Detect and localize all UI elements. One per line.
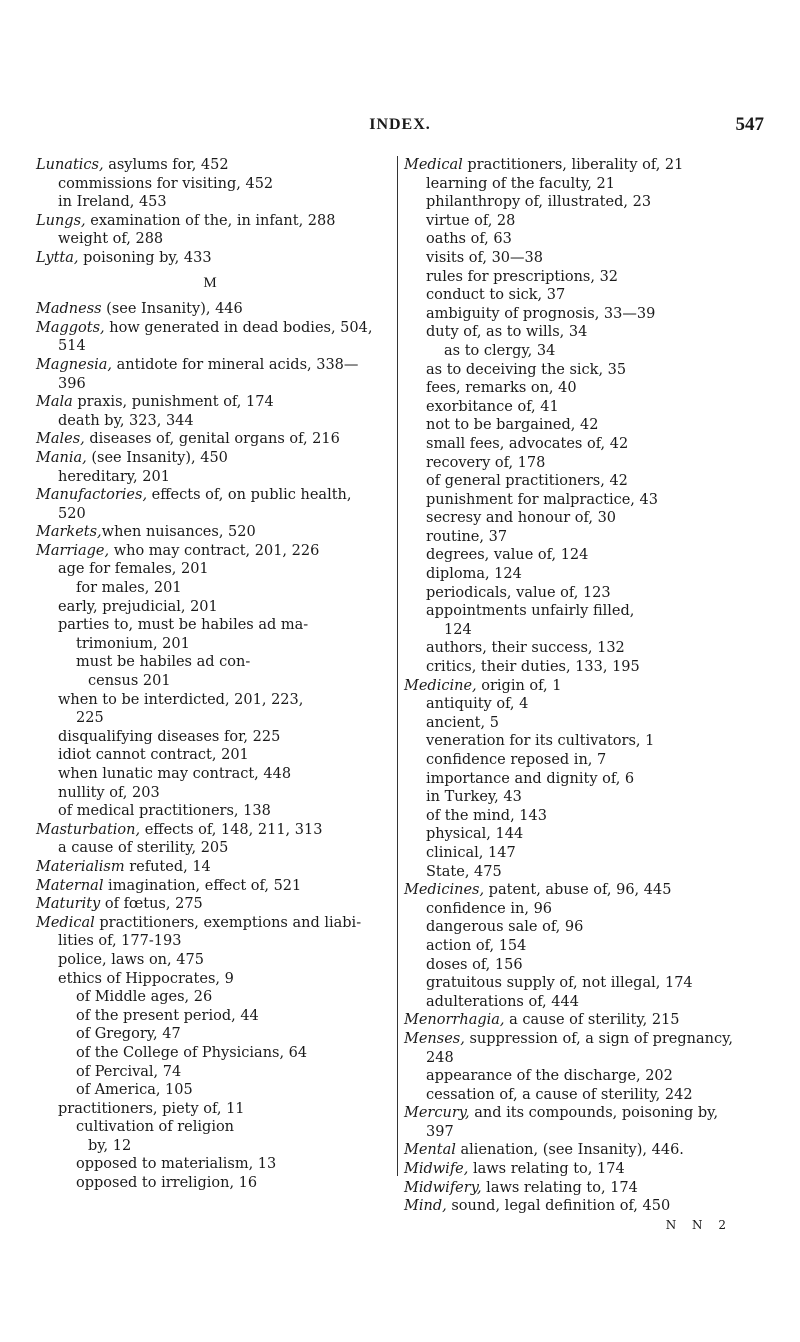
index-term: Materialism xyxy=(36,858,125,875)
index-subentry xyxy=(404,844,776,863)
page-title: INDEX. xyxy=(369,116,431,133)
index-subentry xyxy=(36,375,384,394)
index-subentry xyxy=(36,784,384,803)
index-subentry xyxy=(36,988,384,1007)
index-entry xyxy=(404,1104,776,1123)
index-entry xyxy=(36,877,384,896)
index-subentry xyxy=(404,714,776,733)
index-subentry xyxy=(404,732,776,751)
index-subentry xyxy=(404,788,776,807)
index-subentry xyxy=(404,546,776,565)
index-text: origin of, 1 xyxy=(476,677,562,694)
index-subentry xyxy=(404,230,776,249)
index-term: Maternal xyxy=(36,877,104,894)
index-text: laws relating to, 174 xyxy=(481,1179,638,1196)
index-entry xyxy=(404,881,776,900)
index-text: census 201 xyxy=(88,673,171,690)
index-subentry xyxy=(36,691,384,710)
index-text: clinical, 147 xyxy=(426,844,516,861)
index-subentry xyxy=(404,974,776,993)
index-subentry xyxy=(404,770,776,789)
index-entry xyxy=(36,821,384,840)
index-text: conduct to sick, 37 xyxy=(426,287,566,304)
index-subentry xyxy=(404,416,776,435)
index-subentry xyxy=(404,305,776,324)
index-text: critics, their duties, 133, 195 xyxy=(426,659,640,676)
index-term: Maggots, xyxy=(36,319,105,336)
index-subentry xyxy=(36,1155,384,1174)
index-subentry xyxy=(36,175,384,194)
index-text: ambiguity of prognosis, 33—39 xyxy=(426,305,656,322)
index-subentry xyxy=(404,956,776,975)
index-subentry xyxy=(404,602,776,621)
index-term: Mind, xyxy=(404,1198,447,1215)
index-subentry xyxy=(404,751,776,770)
index-text: of Middle ages, 26 xyxy=(76,989,213,1006)
index-subentry xyxy=(404,268,776,287)
index-text: doses of, 156 xyxy=(426,956,523,973)
index-entry xyxy=(404,677,776,696)
index-subentry xyxy=(36,1007,384,1026)
index-entry xyxy=(36,356,384,375)
index-text: confidence in, 96 xyxy=(426,900,553,917)
index-text: secresy and honour of, 30 xyxy=(426,510,617,527)
index-text: when lunatic may contract, 448 xyxy=(58,766,292,782)
index-text: commissions for visiting, 452 xyxy=(58,175,274,192)
index-term: Lungs, xyxy=(36,212,86,229)
index-text: praxis, punishment of, 174 xyxy=(72,394,274,411)
index-entry xyxy=(36,895,384,914)
index-term: Marriage, xyxy=(36,542,110,559)
index-term: Medical xyxy=(404,157,463,173)
index-subentry xyxy=(36,468,384,487)
index-text: as to clergy, 34 xyxy=(444,342,556,359)
index-subentry xyxy=(404,584,776,603)
index-subentry xyxy=(404,1123,776,1142)
index-subentry xyxy=(404,1086,776,1105)
index-text: when to be interdicted, 201, 223, xyxy=(58,691,304,708)
index-text: how generated in dead bodies, 504, xyxy=(104,319,373,336)
index-text: (see Insanity), 450 xyxy=(86,449,228,466)
index-text: suppression of, a sign of pregnancy, xyxy=(464,1030,733,1047)
index-subentry xyxy=(404,918,776,937)
index-text: when nuisances, 520 xyxy=(101,524,256,541)
index-subentry xyxy=(404,472,776,491)
index-entry xyxy=(36,858,384,877)
index-subentry xyxy=(36,1100,384,1119)
index-text: of fœtus, 275 xyxy=(100,896,203,913)
index-text: sound, legal definition of, 450 xyxy=(446,1198,671,1215)
index-subentry xyxy=(36,616,384,635)
index-text: effects of, on public health, xyxy=(147,487,352,504)
index-subentry xyxy=(404,379,776,398)
index-term: Mental xyxy=(404,1142,456,1159)
index-subentry xyxy=(36,653,384,672)
index-text: practitioners, exemptions and liabi- xyxy=(94,914,362,931)
index-text: punishment for malpractice, 43 xyxy=(426,491,658,508)
index-entry xyxy=(36,393,384,412)
index-text: 396 xyxy=(58,375,86,392)
index-text: effects of, 148, 211, 313 xyxy=(140,821,323,838)
index-text: idiot cannot contract, 201 xyxy=(58,747,249,764)
index-text: 514 xyxy=(58,338,86,355)
index-text: (see Insanity), 446 xyxy=(101,301,243,318)
page-number: 547 xyxy=(735,114,764,135)
index-term: Medicines, xyxy=(404,882,485,899)
index-subentry xyxy=(404,993,776,1012)
index-subentry xyxy=(404,900,776,919)
index-text: philanthropy of, illustrated, 23 xyxy=(426,194,652,211)
index-text: of Gregory, 47 xyxy=(76,1026,181,1043)
index-subentry xyxy=(36,746,384,765)
index-subentry xyxy=(36,560,384,579)
index-text: action of, 154 xyxy=(426,937,527,954)
index-text: practitioners, piety of, 11 xyxy=(58,1100,245,1117)
index-subentry xyxy=(404,175,776,194)
index-text: 248 xyxy=(426,1049,454,1066)
index-text: hereditary, 201 xyxy=(58,468,170,485)
index-text: a cause of sterility, 205 xyxy=(58,840,229,857)
index-text: adulterations of, 444 xyxy=(426,993,579,1010)
index-text: small fees, advocates of, 42 xyxy=(426,435,629,452)
index-term: Medical xyxy=(36,914,95,931)
index-subentry xyxy=(404,695,776,714)
index-text: importance and dignity of, 6 xyxy=(426,770,635,787)
index-subentry xyxy=(404,398,776,417)
index-entry xyxy=(36,300,384,319)
index-text: refuted, 14 xyxy=(124,858,211,875)
index-term: Midwife, xyxy=(404,1161,469,1178)
index-text: appointments unfairly filled, xyxy=(426,603,635,620)
index-entry xyxy=(36,914,384,933)
index-subentry xyxy=(404,937,776,956)
index-subentry xyxy=(404,1049,776,1068)
index-text: 397 xyxy=(426,1123,454,1140)
index-text: of the present period, 44 xyxy=(76,1007,259,1024)
index-subentry xyxy=(36,230,384,249)
index-subentry xyxy=(404,863,776,882)
index-entry xyxy=(36,319,384,338)
index-subentry xyxy=(404,509,776,528)
index-text: nullity of, 203 xyxy=(58,784,160,801)
index-text: State, 475 xyxy=(426,863,502,880)
index-subentry xyxy=(36,598,384,617)
index-entry xyxy=(36,249,384,268)
index-subentry xyxy=(404,249,776,268)
index-entry xyxy=(36,486,384,505)
index-text: of America, 105 xyxy=(76,1082,193,1099)
index-text: rules for prescriptions, 32 xyxy=(426,268,619,285)
index-entry xyxy=(404,1197,776,1216)
index-subentry xyxy=(404,454,776,473)
index-term: Masturbation, xyxy=(36,821,141,838)
index-text: not to be bargained, 42 xyxy=(426,417,599,434)
index-subentry xyxy=(36,505,384,524)
index-text: early, prejudicial, 201 xyxy=(58,598,218,615)
index-subentry xyxy=(404,342,776,361)
index-text: in Ireland, 453 xyxy=(58,194,167,211)
index-entry xyxy=(36,542,384,561)
index-subentry xyxy=(404,435,776,454)
index-term: Manufactories, xyxy=(36,487,148,504)
index-text: ethics of Hippocrates, 9 xyxy=(58,970,234,987)
index-text: of Percival, 74 xyxy=(76,1063,182,1080)
index-subentry xyxy=(36,1025,384,1044)
index-text: dangerous sale of, 96 xyxy=(426,919,584,936)
index-text: cessation of, a cause of sterility, 242 xyxy=(426,1086,693,1103)
index-entry xyxy=(404,156,776,175)
index-subentry xyxy=(404,491,776,510)
index-column-left xyxy=(36,156,384,1193)
index-subentry xyxy=(36,1063,384,1082)
index-text: antidote for mineral acids, 338— xyxy=(112,356,359,373)
index-entry xyxy=(404,1030,776,1049)
index-term: Lunatics, xyxy=(36,157,104,173)
index-subentry xyxy=(404,565,776,584)
index-text: as to deceiving the sick, 35 xyxy=(426,361,627,378)
index-text: opposed to irreligion, 16 xyxy=(76,1175,258,1192)
index-subentry xyxy=(404,361,776,380)
index-subentry xyxy=(404,639,776,658)
index-text: appearance of the discharge, 202 xyxy=(426,1068,673,1085)
index-term: Mania, xyxy=(36,449,87,466)
index-text: police, laws on, 475 xyxy=(58,951,204,968)
index-text: learning of the faculty, 21 xyxy=(426,175,615,192)
index-text: oaths of, 63 xyxy=(426,231,512,248)
index-text: exorbitance of, 41 xyxy=(426,398,559,415)
index-subentry xyxy=(404,1067,776,1086)
index-subentry xyxy=(36,839,384,858)
index-subentry xyxy=(404,193,776,212)
index-text: laws relating to, 174 xyxy=(468,1161,625,1178)
index-entry xyxy=(36,449,384,468)
index-term: Magnesia, xyxy=(36,356,113,373)
index-text: poisoning by, 433 xyxy=(78,249,212,266)
index-text: in Turkey, 43 xyxy=(426,789,522,806)
index-text: asylums for, 452 xyxy=(103,157,229,173)
index-subentry xyxy=(36,337,384,356)
index-subentry xyxy=(36,1044,384,1063)
index-term: Markets, xyxy=(36,524,102,541)
index-text: diploma, 124 xyxy=(426,566,522,583)
index-entry xyxy=(36,430,384,449)
index-text: disqualifying diseases for, 225 xyxy=(58,728,281,745)
index-text: authors, their success, 132 xyxy=(426,640,625,657)
index-text: 520 xyxy=(58,505,86,522)
index-text: imagination, effect of, 521 xyxy=(103,877,302,894)
index-subentry xyxy=(404,807,776,826)
index-entry xyxy=(404,1141,776,1160)
index-text: diseases of, genital organs of, 216 xyxy=(84,431,340,448)
index-text: degrees, value of, 124 xyxy=(426,547,589,564)
index-subentry xyxy=(404,323,776,342)
index-text: visits of, 30—38 xyxy=(426,249,543,266)
index-text: cultivation of religion xyxy=(76,1119,235,1136)
index-text: of the mind, 143 xyxy=(426,807,547,824)
index-entry xyxy=(404,1160,776,1179)
index-text: antiquity of, 4 xyxy=(426,696,529,713)
index-text: physical, 144 xyxy=(426,826,524,843)
index-subentry xyxy=(36,579,384,598)
index-text: weight of, 288 xyxy=(58,231,164,248)
index-text: 225 xyxy=(76,710,104,727)
index-term: Menorrhagia, xyxy=(404,1012,505,1029)
index-subentry xyxy=(36,728,384,747)
index-entry xyxy=(404,1179,776,1198)
index-subentry xyxy=(404,621,776,640)
index-subentry xyxy=(36,709,384,728)
index-entry xyxy=(404,1011,776,1030)
index-subentry xyxy=(36,635,384,654)
index-text: opposed to materialism, 13 xyxy=(76,1156,277,1173)
index-subentry xyxy=(404,658,776,677)
index-subentry xyxy=(36,970,384,989)
index-term: Menses, xyxy=(404,1030,465,1047)
index-term: Madness xyxy=(36,301,102,318)
section-letter: M xyxy=(203,274,217,291)
index-text: ancient, 5 xyxy=(426,714,499,731)
index-term: Medicine, xyxy=(404,677,477,694)
index-text: age for females, 201 xyxy=(58,561,209,578)
running-head xyxy=(0,116,800,140)
index-term: Males, xyxy=(36,431,85,448)
index-text: must be habiles ad con- xyxy=(76,654,251,671)
index-text: trimonium, 201 xyxy=(76,635,190,652)
index-subentry xyxy=(36,932,384,951)
index-term: Mala xyxy=(36,394,73,411)
index-subentry xyxy=(404,286,776,305)
index-text: patent, abuse of, 96, 445 xyxy=(484,882,672,899)
index-text: a cause of sterility, 215 xyxy=(504,1012,680,1029)
index-term: Mercury, xyxy=(404,1105,470,1122)
index-subentry xyxy=(36,951,384,970)
index-text: of medical practitioners, 138 xyxy=(58,803,271,820)
index-text: fees, remarks on, 40 xyxy=(426,380,577,397)
index-text: practitioners, liberality of, 21 xyxy=(462,157,684,173)
index-text: lities of, 177-193 xyxy=(58,933,182,950)
index-text: and its compounds, poisoning by, xyxy=(469,1105,719,1122)
index-text: veneration for its cultivators, 1 xyxy=(426,733,655,750)
index-subentry xyxy=(36,1137,384,1156)
index-subentry xyxy=(36,765,384,784)
index-text: examination of the, in infant, 288 xyxy=(85,212,336,229)
index-text: routine, 37 xyxy=(426,528,508,545)
index-subentry xyxy=(404,212,776,231)
index-text: 124 xyxy=(444,621,472,638)
index-text: for males, 201 xyxy=(76,580,182,597)
index-column-right xyxy=(397,156,776,1232)
index-text: death by, 323, 344 xyxy=(58,412,194,429)
index-subentry xyxy=(36,672,384,691)
index-text: parties to, must be habiles ad ma- xyxy=(58,617,309,634)
index-text: alienation, (see Insanity), 446. xyxy=(455,1142,684,1159)
index-text: recovery of, 178 xyxy=(426,454,546,471)
index-text: who may contract, 201, 226 xyxy=(109,542,320,559)
index-text: by, 12 xyxy=(88,1137,132,1154)
index-subentry xyxy=(36,412,384,431)
index-subentry xyxy=(36,1174,384,1193)
index-subentry xyxy=(36,193,384,212)
index-term: Maturity xyxy=(36,896,101,913)
index-text: virtue of, 28 xyxy=(426,212,516,229)
index-entry xyxy=(36,156,384,175)
index-text: periodicals, value of, 123 xyxy=(426,584,611,601)
index-entry xyxy=(36,212,384,231)
index-text: of general practitioners, 42 xyxy=(426,473,628,490)
index-subentry xyxy=(36,1118,384,1137)
index-subentry xyxy=(36,1081,384,1100)
index-term: Midwifery, xyxy=(404,1179,482,1196)
index-subentry xyxy=(404,528,776,547)
signature-mark: N N 2 xyxy=(665,1217,732,1232)
index-subentry xyxy=(404,825,776,844)
index-term: Lytta, xyxy=(36,249,79,266)
index-text: gratuitous supply of, not illegal, 174 xyxy=(426,975,693,992)
index-entry xyxy=(36,523,384,542)
index-text: duty of, as to wills, 34 xyxy=(426,324,588,341)
index-text: confidence reposed in, 7 xyxy=(426,752,607,768)
index-subentry xyxy=(36,802,384,821)
index-text: of the College of Physicians, 64 xyxy=(76,1044,308,1061)
